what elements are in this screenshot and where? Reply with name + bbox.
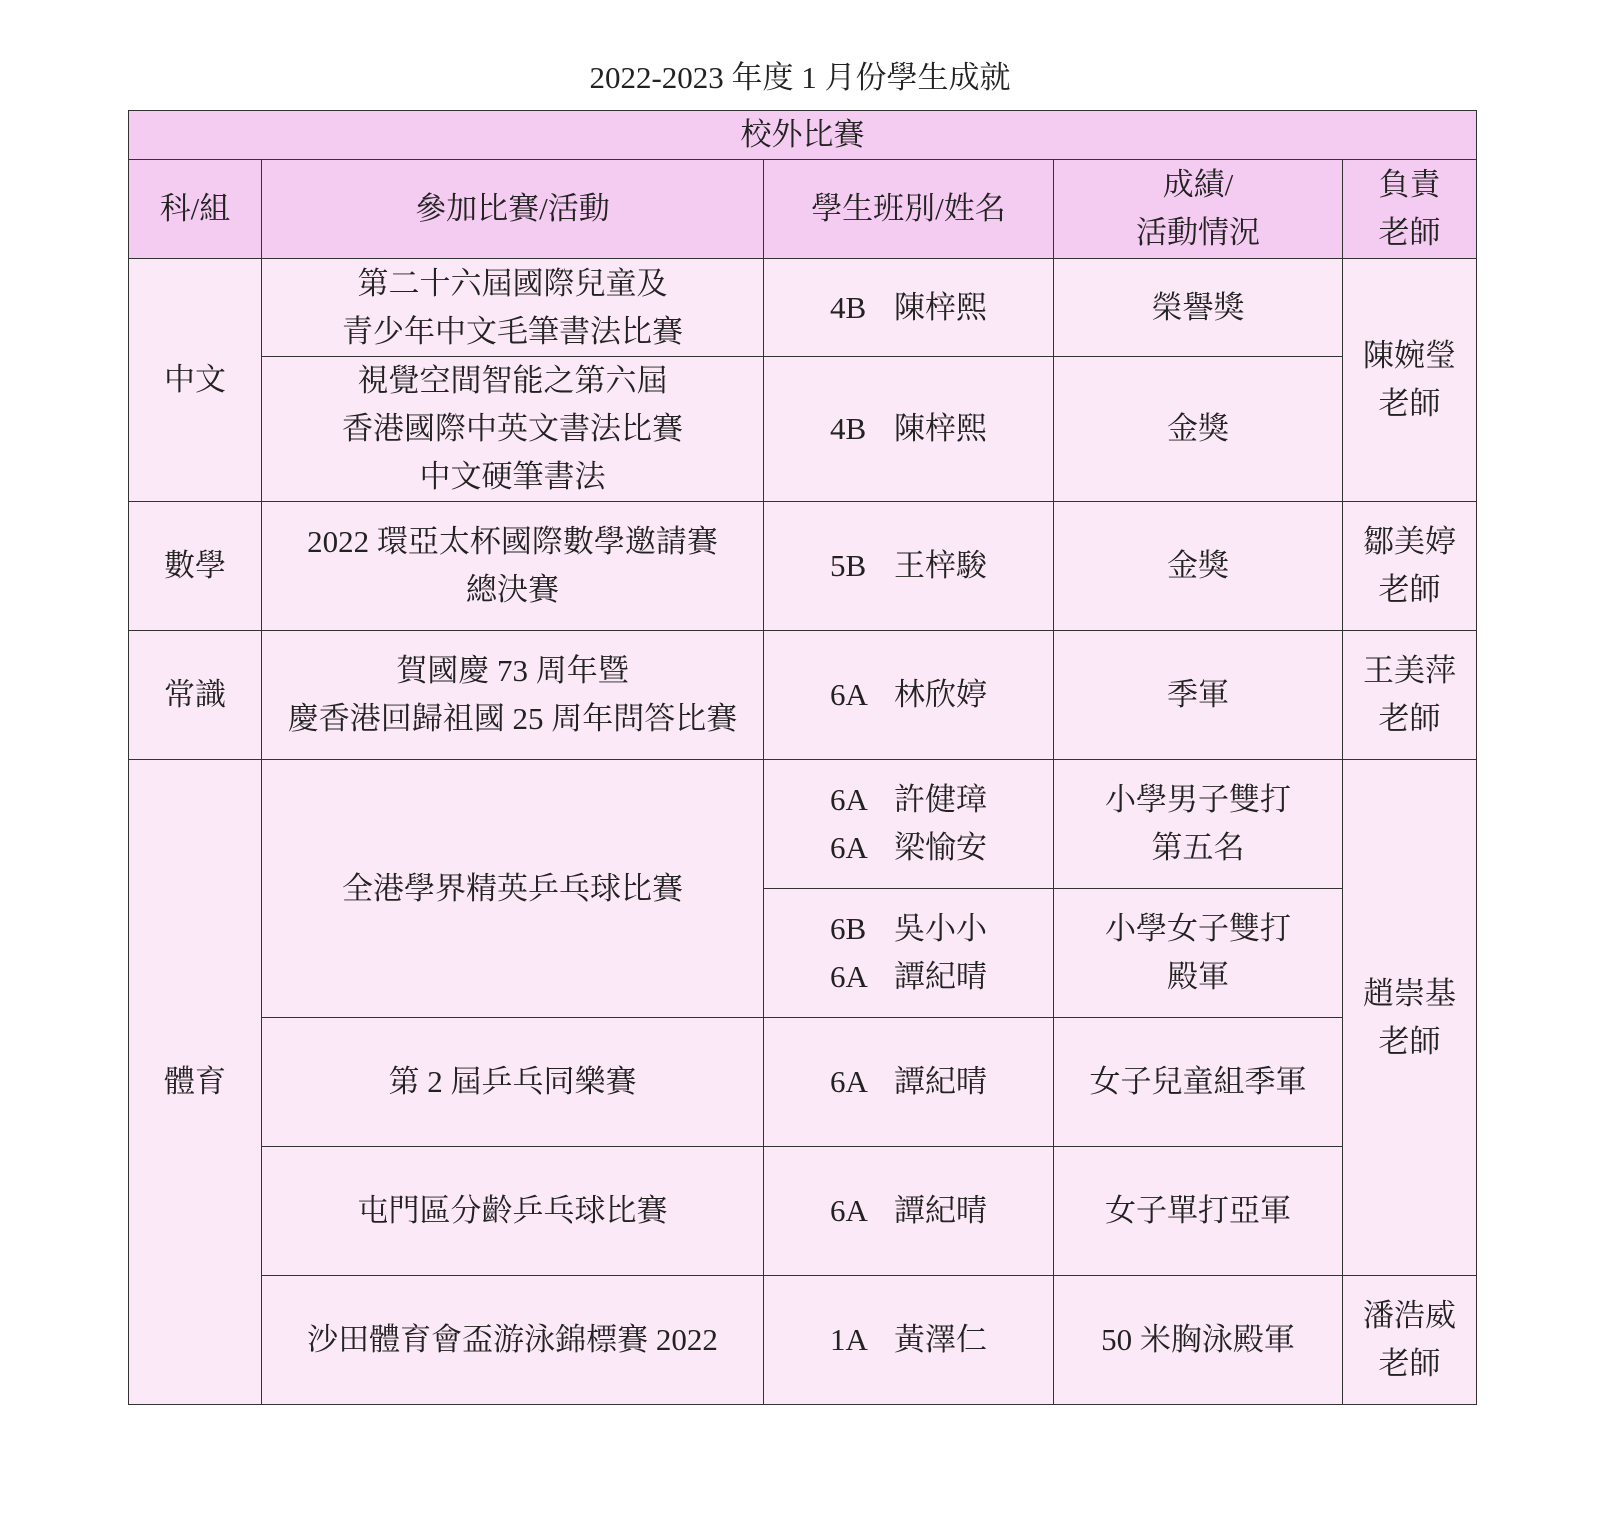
table-row: [129, 1147, 1477, 1276]
subject-cell: 常識: [129, 631, 262, 760]
student-cell: 6A 林欣婷: [764, 631, 1054, 760]
event-cell: 賀國慶 73 周年暨 慶香港回歸祖國 25 周年問答比賽: [262, 631, 764, 760]
student-cell: 4B 陳梓熙: [764, 357, 1054, 502]
event-cell: 沙田體育會盃游泳錦標賽 2022: [262, 1276, 764, 1405]
document-title: 2022-2023 年度 1 月份學生成就: [589, 60, 1011, 95]
student-cell: 4B 陳梓熙: [764, 259, 1054, 357]
event-cell: 屯門區分齡乒乓球比賽: [262, 1147, 764, 1276]
table-row: [129, 760, 1477, 889]
teacher-cell: 王美萍 老師: [1343, 631, 1477, 760]
result-cell: 小學女子雙打 殿軍: [1054, 889, 1343, 1018]
achievements-table: [128, 110, 1477, 1405]
header-event: 參加比賽/活動: [262, 160, 764, 259]
table-banner-row: [129, 111, 1477, 160]
banner-cell: 校外比賽: [129, 111, 1477, 160]
result-cell: 季軍: [1054, 631, 1343, 760]
header-teacher: 負責 老師: [1343, 160, 1477, 259]
result-cell: 小學男子雙打 第五名: [1054, 760, 1343, 889]
table-row: [129, 631, 1477, 760]
teacher-cell: 陳婉瑩 老師: [1343, 259, 1477, 502]
header-subject: 科/組: [129, 160, 262, 259]
table-row: [129, 357, 1477, 502]
subject-cell: 體育: [129, 760, 262, 1405]
teacher-cell: 鄒美婷 老師: [1343, 502, 1477, 631]
result-cell: 金獎: [1054, 357, 1343, 502]
result-cell: 女子單打亞軍: [1054, 1147, 1343, 1276]
event-cell: 視覺空間智能之第六屆 香港國際中英文書法比賽 中文硬筆書法: [262, 357, 764, 502]
result-cell: 女子兒童組季軍: [1054, 1018, 1343, 1147]
subject-cell: 數學: [129, 502, 262, 631]
header-result: 成績/ 活動情況: [1054, 160, 1343, 259]
teacher-cell: 趙崇基 老師: [1343, 760, 1477, 1276]
student-cell: 6B 吳小小 6A 譚紀晴: [764, 889, 1054, 1018]
table-row: [129, 259, 1477, 357]
student-cell: 6A 許健璋 6A 梁愉安: [764, 760, 1054, 889]
student-cell: 6A 譚紀晴: [764, 1147, 1054, 1276]
event-cell: 第 2 屆乒乓同樂賽: [262, 1018, 764, 1147]
result-cell: 金獎: [1054, 502, 1343, 631]
table-row: [129, 1276, 1477, 1405]
table-row: [129, 1018, 1477, 1147]
result-cell: 50 米胸泳殿軍: [1054, 1276, 1343, 1405]
teacher-cell: 潘浩威 老師: [1343, 1276, 1477, 1405]
table-row: [129, 502, 1477, 631]
student-cell: 5B 王梓駿: [764, 502, 1054, 631]
result-cell: 榮譽獎: [1054, 259, 1343, 357]
event-cell: 2022 環亞太杯國際數學邀請賽 總決賽: [262, 502, 764, 631]
event-cell: 全港學界精英乒乓球比賽: [262, 760, 764, 1018]
student-cell: 6A 譚紀晴: [764, 1018, 1054, 1147]
subject-cell: 中文: [129, 259, 262, 502]
event-cell: 第二十六屆國際兒童及 青少年中文毛筆書法比賽: [262, 259, 764, 357]
student-cell: 1A 黃澤仁: [764, 1276, 1054, 1405]
header-student: 學生班別/姓名: [764, 160, 1054, 259]
table-header-row: [129, 160, 1477, 259]
